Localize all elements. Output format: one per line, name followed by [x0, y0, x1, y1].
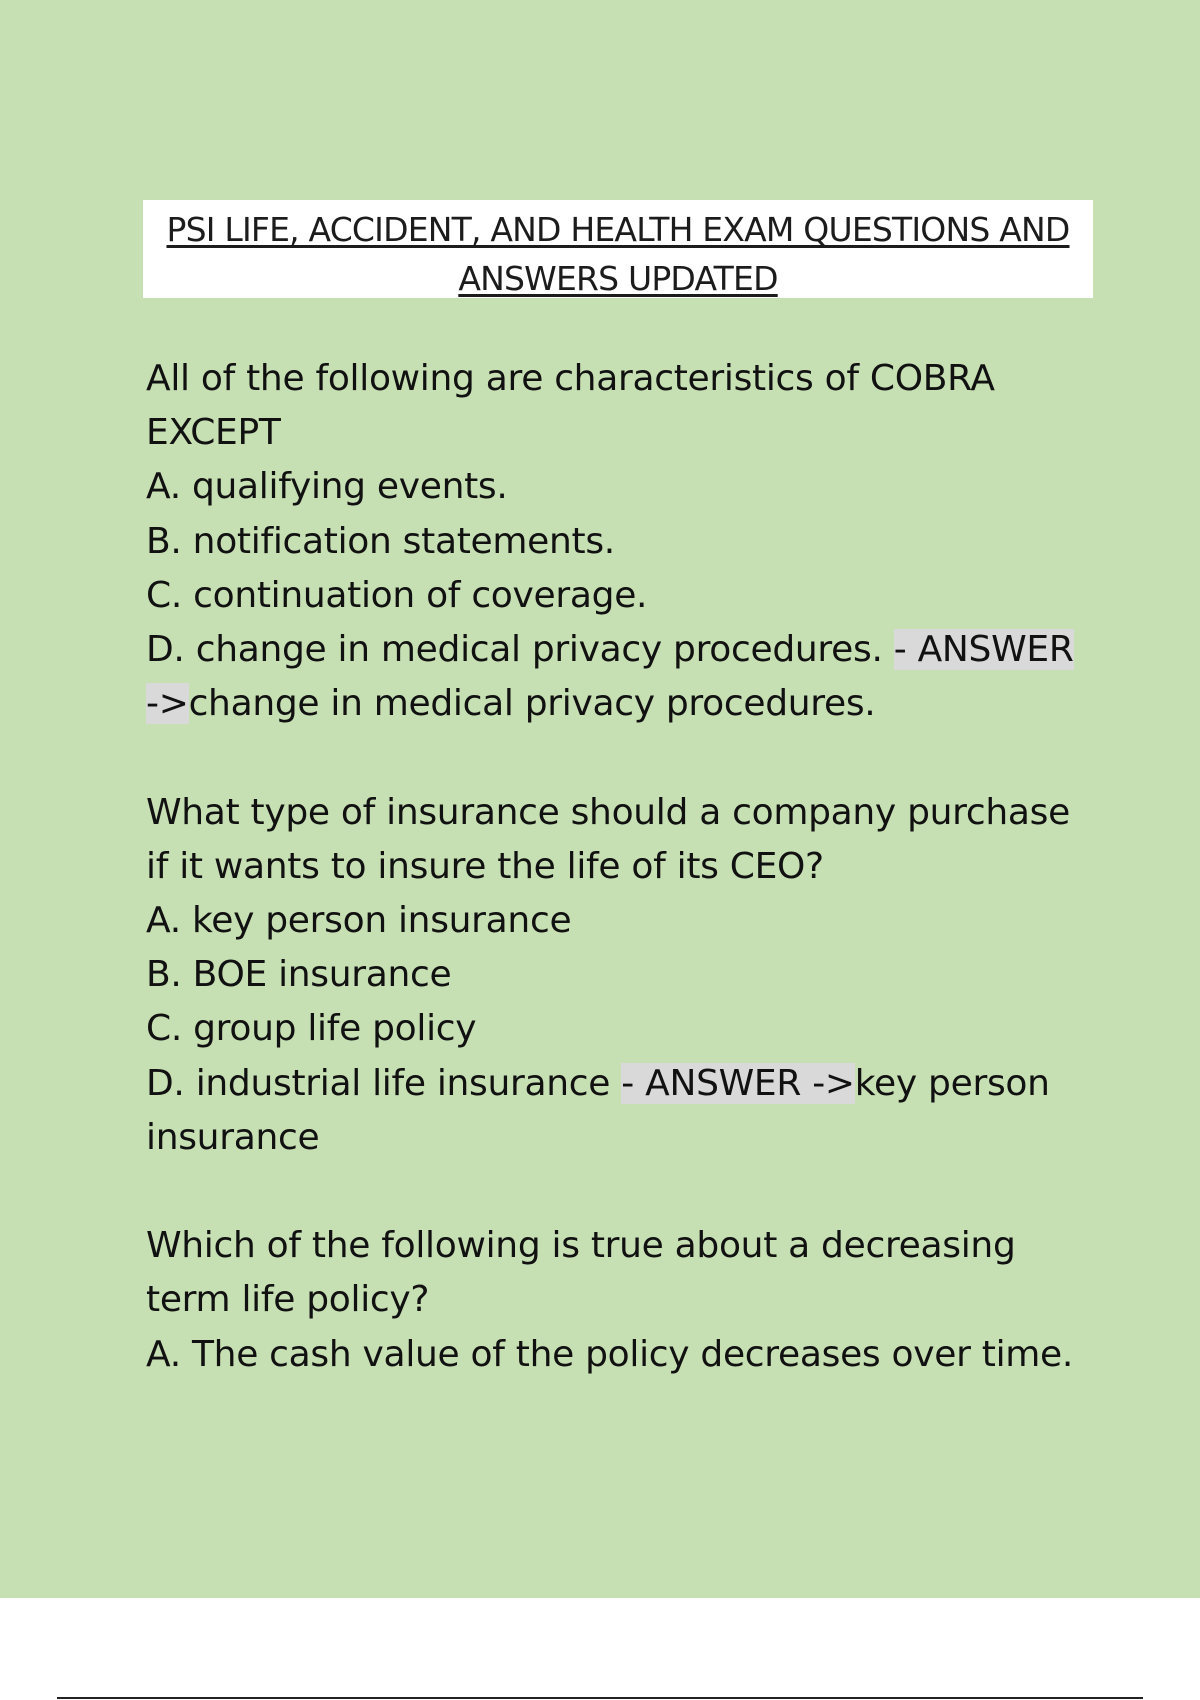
question-2-answer-text: key person — [854, 1062, 1050, 1104]
spacer — [146, 1165, 1106, 1219]
question-2-option-c: C. group life policy — [146, 1008, 477, 1050]
question-1-answer — [146, 677, 1106, 731]
title-line-2: ANSWERS UPDATED — [458, 259, 778, 298]
question-2-answer-continued: insurance — [146, 1116, 320, 1158]
question-2-option-a: A. key person insurance — [146, 900, 572, 942]
document-title — [143, 200, 1093, 298]
question-3-option-a: A. The cash value of the policy decreases over time. — [146, 1333, 1074, 1375]
question-3-text-line-1: Which of the following is true about a decreasing — [146, 1225, 1016, 1267]
question-2-text-line-2: if it wants to insure the life of its CEO? — [146, 845, 824, 887]
question-3 — [146, 1219, 1106, 1382]
answer-marker: - ANSWER — [893, 629, 1074, 671]
question-1-option-d — [146, 623, 1106, 677]
question-1-option-b: B. notification statements. — [146, 520, 615, 562]
question-1-text-line-1: All of the following are characteristics of COBRA — [146, 358, 995, 399]
question-2-option-d-text: D. industrial life insurance — [146, 1062, 622, 1104]
question-list — [146, 352, 1106, 1382]
question-2 — [146, 786, 1106, 1165]
answer-arrow: -> — [146, 683, 189, 725]
question-1-answer-text: change in medical privacy procedures. — [188, 683, 876, 725]
footer-divider — [57, 1697, 1143, 1699]
question-2-option-d — [146, 1057, 1106, 1111]
answer-marker: - ANSWER -> — [621, 1062, 855, 1104]
question-1-option-c: C. continuation of coverage. — [146, 574, 648, 616]
question-1-option-d-text: D. change in medical privacy procedures. — [146, 629, 894, 671]
question-1 — [146, 352, 1106, 731]
title-line-1: PSI LIFE, ACCIDENT, AND HEALTH EXAM QUESTIONS AND — [166, 210, 1070, 249]
question-2-text-line-1: What type of insurance should a company purchase — [146, 791, 1070, 833]
question-1-option-a: A. qualifying events. — [146, 466, 508, 508]
spacer — [146, 731, 1106, 785]
question-1-text-line-2: EXCEPT — [146, 412, 281, 454]
question-2-option-b: B. BOE insurance — [146, 954, 452, 996]
question-3-text-line-2: term life policy? — [146, 1279, 430, 1321]
